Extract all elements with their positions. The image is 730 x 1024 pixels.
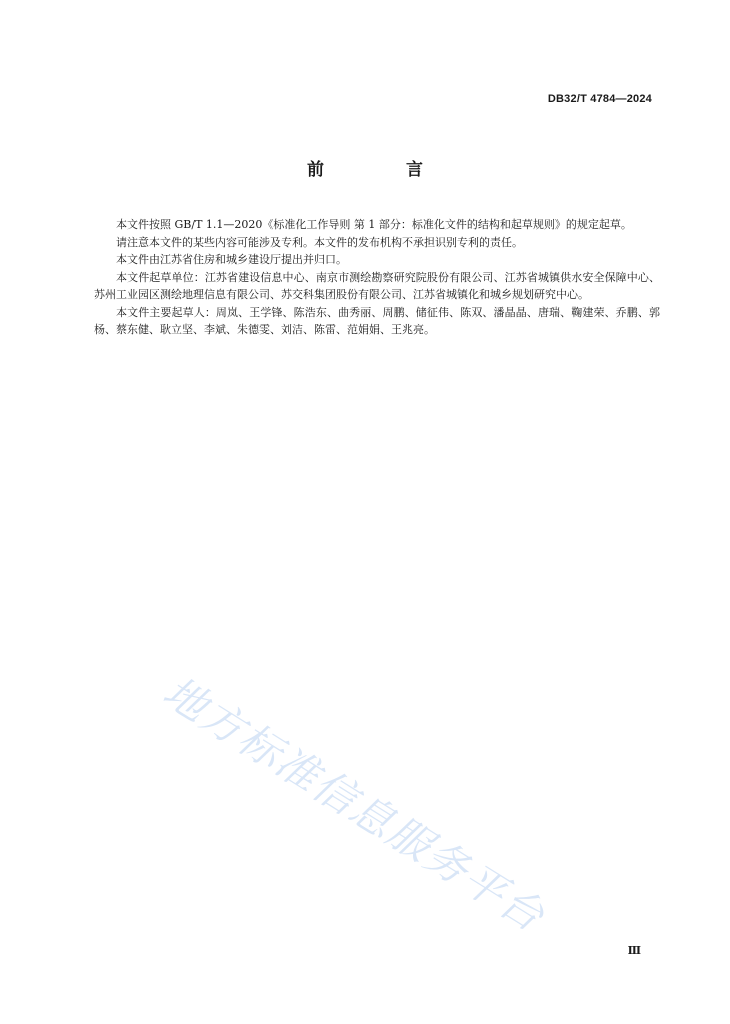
- paragraph-drafters: 本文件主要起草人：周岚、王学锋、陈浩东、曲秀丽、周鹏、储征伟、陈双、潘晶晶、唐瑞、鞠建荣、乔鹏、郭杨、蔡东健、耿立坚、李斌、朱德雯、刘洁、陈雷、范娟娟、王兆亮。: [94, 305, 660, 336]
- paragraph-drafting-units: 本文件起草单位：江苏省建设信息中心、南京市测绘勘察研究院股份有限公司、江苏省城镇供水安全保障中心、苏州工业园区测绘地理信息有限公司、苏交科集团股份有限公司、江苏省城镇化和城乡规划研究中心。: [94, 270, 660, 301]
- page-number: Ⅲ: [627, 944, 641, 957]
- paragraph-drafting-rules: 本文件按照 GB/T 1.1—2020《标准化工作导则 第 1 部分：标准化文件的结构和起草规则》的规定起草。: [116, 218, 632, 231]
- watermark: 地方标准信息服务平台: [154, 666, 554, 942]
- paragraph-patent-notice: 请注意本文件的某些内容可能涉及专利。本文件的发布机构不承担识别专利的责任。: [116, 235, 523, 249]
- document-code: DB32/T 4784—2024: [547, 93, 652, 105]
- page-title: 前 言: [307, 160, 461, 180]
- paragraph-proposer: 本文件由江苏省住房和城乡建设厅提出并归口。: [116, 253, 347, 266]
- preface-body: [94, 216, 660, 339]
